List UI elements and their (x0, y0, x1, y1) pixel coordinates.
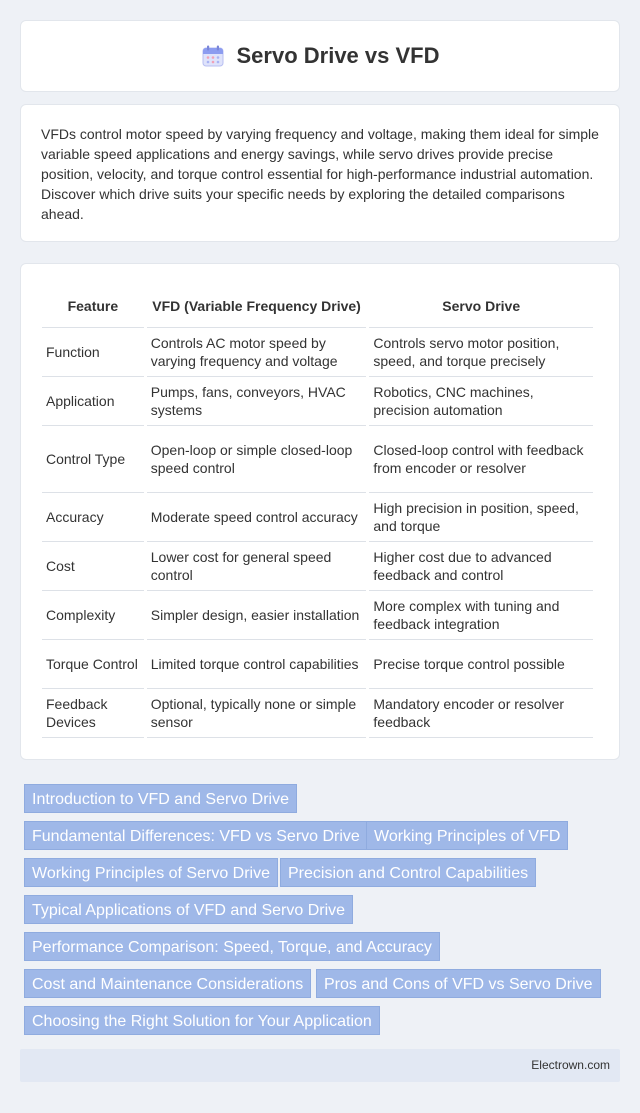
vfd-cell: Optional, typically none or simple sensor (147, 689, 367, 738)
table-row (42, 640, 593, 689)
header-card (20, 20, 620, 92)
table-row (42, 377, 593, 426)
servo-cell: High precision in position, speed, and torque (369, 493, 593, 542)
table-row (42, 591, 593, 640)
topic-link-introduction[interactable]: Introduction to VFD and Servo Drive (24, 784, 297, 813)
column-header-servo: Servo Drive (369, 284, 593, 328)
feature-cell: Cost (42, 542, 144, 591)
feature-cell: Function (42, 328, 144, 377)
table-row (42, 493, 593, 542)
table-row (42, 689, 593, 738)
topic-link-choosing-solution[interactable]: Choosing the Right Solution for Your Application (24, 1006, 380, 1035)
title-wrap (201, 43, 440, 69)
vfd-cell: Controls AC motor speed by varying frequency and voltage (147, 328, 367, 377)
calendar-icon (201, 44, 225, 68)
servo-cell: Controls servo motor position, speed, and torque precisely (369, 328, 593, 377)
table-row (42, 542, 593, 591)
vfd-cell: Simpler design, easier installation (147, 591, 367, 640)
vfd-cell: Pumps, fans, conveyors, HVAC systems (147, 377, 367, 426)
footer (20, 1049, 620, 1082)
topic-link-precision-control[interactable]: Precision and Control Capabilities (280, 858, 536, 887)
footer-site-name: Electrown.com (531, 1058, 610, 1072)
intro-card (20, 104, 620, 242)
intro-text: VFDs control motor speed by varying frequency and voltage, making them ideal for simple variable speed applications and energy savings, while servo drives provide precise position, velocity, and torque control essential for high-performance industrial automation. Discover which drive suits your specific needs by exploring the detailed comparisons ahead. (41, 126, 599, 222)
servo-cell: Higher cost due to advanced feedback and control (369, 542, 593, 591)
vfd-cell: Moderate speed control accuracy (147, 493, 367, 542)
table-row (42, 328, 593, 377)
topic-link-working-principles-servo[interactable]: Working Principles of Servo Drive (24, 858, 278, 887)
feature-cell: Complexity (42, 591, 144, 640)
vfd-cell: Lower cost for general speed control (147, 542, 367, 591)
column-header-feature: Feature (42, 284, 144, 328)
topic-link-cost-maintenance[interactable]: Cost and Maintenance Considerations (24, 969, 311, 998)
vfd-cell: Open-loop or simple closed-loop speed control (147, 426, 367, 493)
servo-cell: Precise torque control possible (369, 640, 593, 689)
servo-cell: Closed-loop control with feedback from encoder or resolver (369, 426, 593, 493)
table-row (42, 426, 593, 493)
servo-cell: Robotics, CNC machines, precision automation (369, 377, 593, 426)
topic-link-typical-applications[interactable]: Typical Applications of VFD and Servo Drive (24, 895, 353, 924)
feature-cell: Feedback Devices (42, 689, 144, 738)
servo-cell: Mandatory encoder or resolver feedback (369, 689, 593, 738)
table-header-row (42, 284, 593, 328)
column-header-vfd: VFD (Variable Frequency Drive) (147, 284, 367, 328)
comparison-table (39, 284, 596, 738)
topic-link-pros-cons[interactable]: Pros and Cons of VFD vs Servo Drive (316, 969, 601, 998)
feature-cell: Application (42, 377, 144, 426)
page-title: Servo Drive vs VFD (236, 43, 440, 68)
vfd-cell: Limited torque control capabilities (147, 640, 367, 689)
feature-cell: Control Type (42, 426, 144, 493)
servo-cell: More complex with tuning and feedback integration (369, 591, 593, 640)
topic-link-performance-comparison[interactable]: Performance Comparison: Speed, Torque, and Accuracy (24, 932, 440, 961)
topic-link-fundamental-differences[interactable]: Fundamental Differences: VFD vs Servo Drive (24, 821, 368, 850)
comparison-card (20, 263, 620, 760)
topic-link-working-principles-vfd[interactable]: Working Principles of VFD (366, 821, 568, 850)
feature-cell: Accuracy (42, 493, 144, 542)
feature-cell: Torque Control (42, 640, 144, 689)
